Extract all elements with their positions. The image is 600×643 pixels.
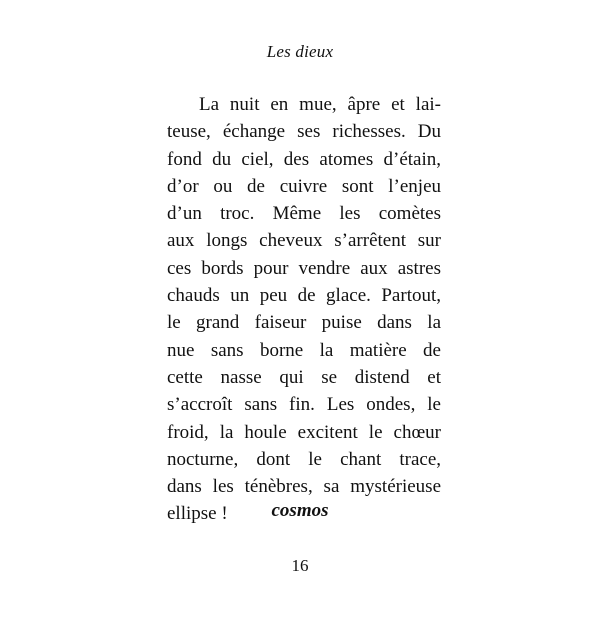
poem-line: froid, la houle excitent le chœur bbox=[167, 421, 441, 443]
poem-line: teuse, échange ses richesses. Du bbox=[167, 121, 441, 143]
poem-line: s’accroît sans fin. Les ondes, le bbox=[167, 394, 441, 416]
poem-line: La nuit en mue, âpre et lai- bbox=[199, 94, 441, 115]
poem-line: nocturne, dont le chant trace, bbox=[167, 448, 441, 470]
poem-text bbox=[167, 91, 441, 528]
poem-line: dans les ténèbres, sa mystérieuse bbox=[167, 476, 441, 498]
poem-line: chauds un peu de glace. Partout, bbox=[167, 285, 441, 307]
poem-line: le grand faiseur puise dans la bbox=[167, 312, 441, 334]
poem-line: ces bords pour vendre aux astres bbox=[167, 257, 441, 279]
section-title: cosmos bbox=[271, 500, 329, 521]
poem-line: ellipse ! bbox=[167, 503, 228, 525]
poem-line: cette nasse qui se distend et bbox=[167, 366, 441, 388]
page-number: 16 bbox=[291, 556, 309, 575]
poem-line: d’or ou de cuivre sont l’enjeu bbox=[167, 175, 441, 197]
poem-line: d’un troc. Même les comètes bbox=[167, 203, 441, 225]
poem-line: aux longs cheveux s’arrêtent sur bbox=[167, 230, 441, 252]
poem-line: fond du ciel, des atomes d’étain, bbox=[167, 148, 441, 170]
running-title: Les dieux bbox=[266, 42, 334, 61]
poem-line: nue sans borne la matière de bbox=[167, 339, 441, 361]
